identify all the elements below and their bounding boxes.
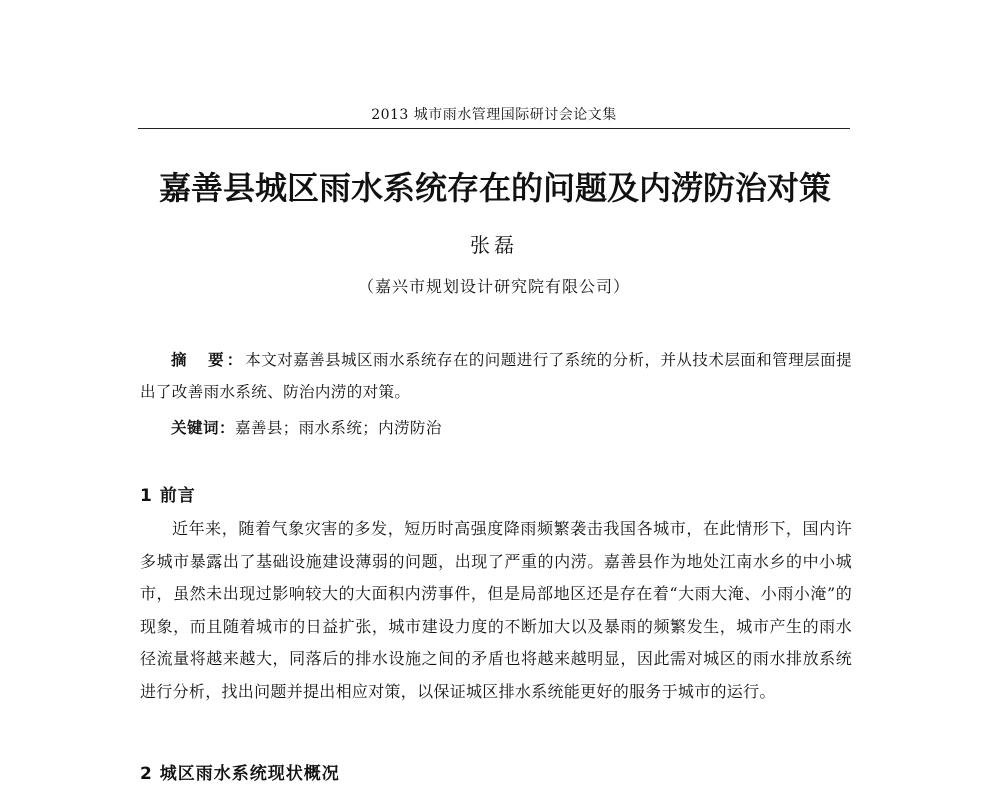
keywords-text: 嘉善县；雨水系统；内涝防治 <box>235 419 442 437</box>
abstract-text: 本文对嘉善县城区雨水系统存在的问题进行了系统的分析，并从技术层面和管理层面提出了改善雨水系统、防治内涝的对策。 <box>140 351 852 401</box>
running-header: 2013 城市雨水管理国际研讨会论文集 <box>371 107 617 123</box>
introduction-paragraph: 近年来，随着气象灾害的多发，短历时高强度降雨频繁袭击我国各城市，在此情形下，国内许多城市暴露出了基础设施建设薄弱的问题，出现了严重的内涝。嘉善县作为地处江南水乡的中小城市，虽然未出现过影响较大的大面积内涝事件，但是局部地区还是存在着“大雨大淹、小雨小淹”的现象，而且随着城市的日益扩张，城市建设力度的不断加大以及暴雨的频繁发生，城市产生的雨水径流量将越来越大，同落后的排水设施之间的矛盾也将越来越明显，因此需对城区的雨水排放系统进行分析，找出问题并提出相应对策，以保证城区排水系统能更好的服务于城市的运行。 <box>140 519 852 701</box>
header-rule <box>138 128 850 129</box>
author-affiliation: （嘉兴市规划设计研究院有限公司） <box>357 277 630 296</box>
author-name: 张磊 <box>470 233 518 257</box>
keywords-label: 关键词： <box>171 419 236 437</box>
paper-title: 嘉善县城区雨水系统存在的问题及内涝防治对策 <box>158 169 831 207</box>
abstract <box>140 344 852 408</box>
section-heading-rain-system-overview: 2 城区雨水系统现状概况 <box>140 764 340 784</box>
section-heading-introduction: 1 前言 <box>140 486 196 506</box>
keywords <box>171 412 851 444</box>
abstract-label: 摘 要： <box>171 351 246 369</box>
